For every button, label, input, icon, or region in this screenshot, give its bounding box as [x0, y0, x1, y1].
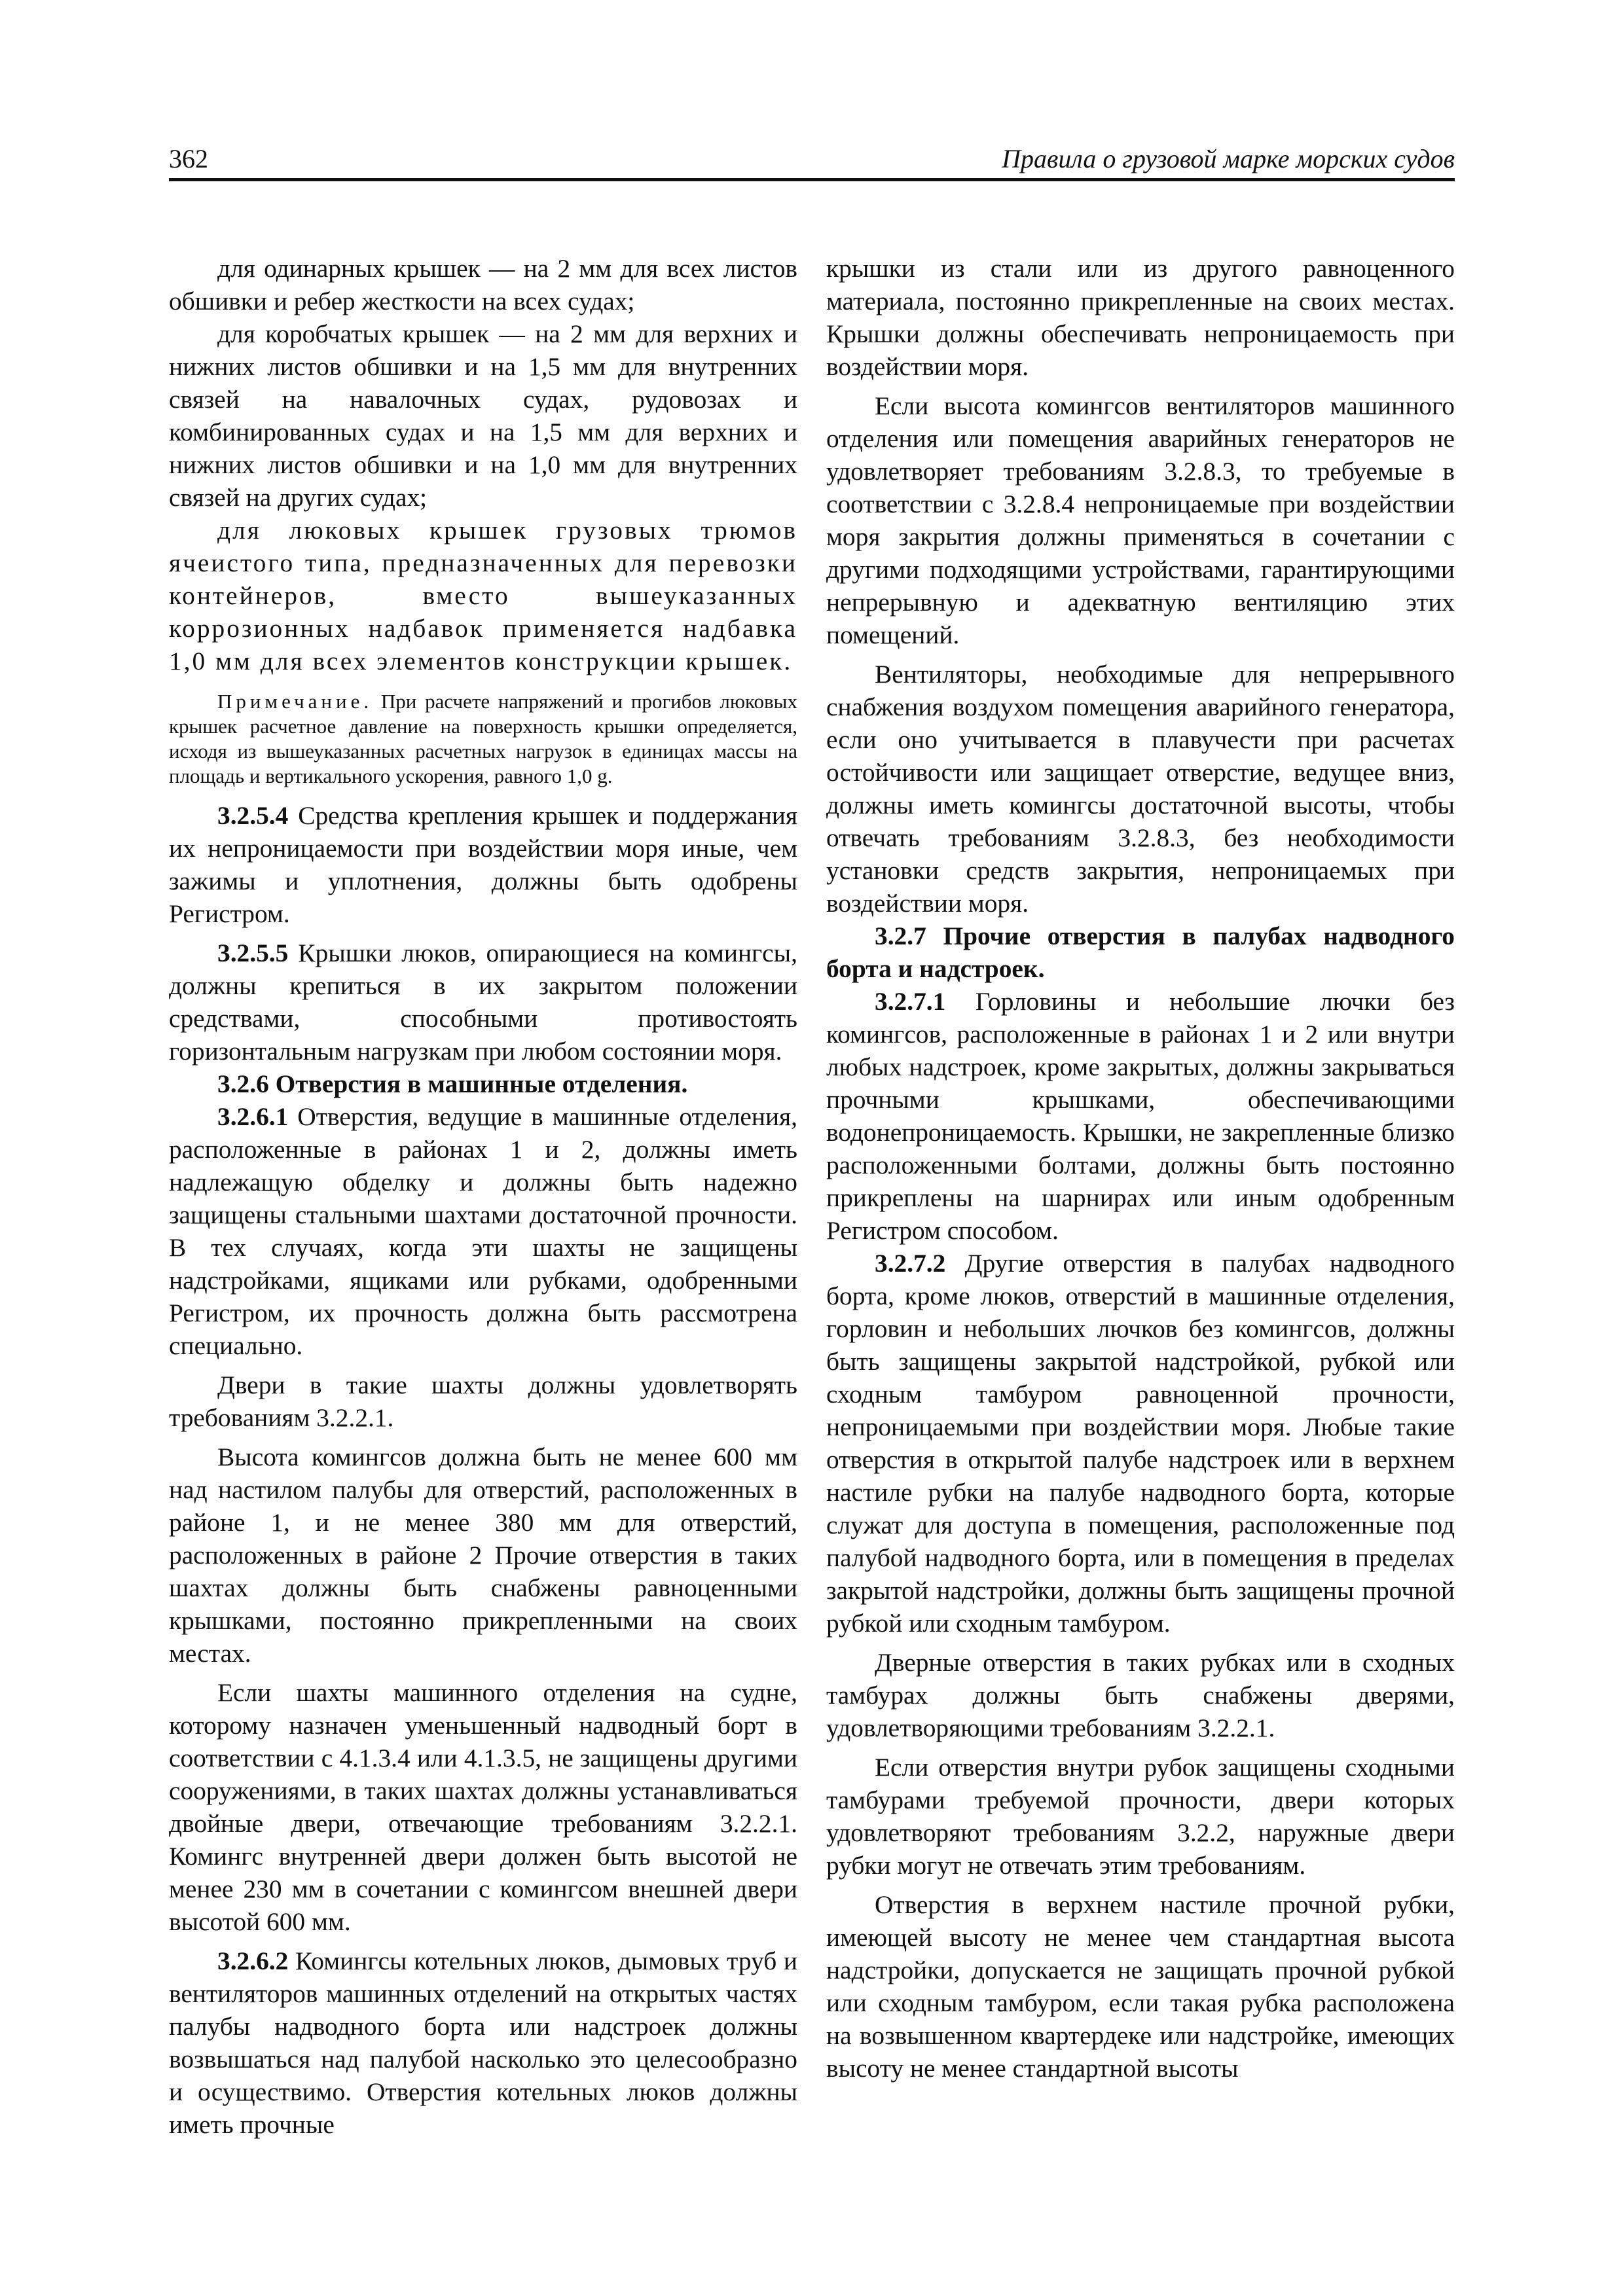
header-rule: [169, 178, 1455, 181]
paragraph: для коробчатых крышек — на 2 мм для верхних и нижних листов обшивки и на 1,5 мм для внутренних связей на навалочных судах, рудовозах и комбинированных судах и на 1,5 мм для верхних и нижних листов обшивки и на 1,0 мм для внутренних связей на других судах;: [169, 319, 797, 512]
paragraph: Двери в такие шахты должны удовлетворять требованиям 3.2.2.1.: [169, 1371, 797, 1432]
section-3-2-6-2: [169, 1945, 797, 2141]
note-label: Примечание.: [217, 690, 373, 713]
note: [169, 689, 797, 789]
section-heading-3-2-6: [169, 1067, 797, 1100]
section-text: Горловины и небольшие лючки без комингсов, расположенные в районах 1 и 2 или внутри любых надстроек, кроме закрытых, должны закрываться прочными крышками, обеспечивающими водонепроницаемость. Крышки, не закрепленные близко расположенными болтами, должны быть постоянно прикреплены на шарнирах или иным одобренным Регистром способом.: [826, 987, 1455, 1245]
section-number: 3.2.5.4: [217, 801, 289, 830]
heading-text: 3.2.6 Отверстия в машинные отделения.: [217, 1069, 688, 1098]
paragraph: крышки из стали или из другого равноценного материала, постоянно прикрепленные на своих местах. Крышки должны обеспечивать непроницаемость при воздействии моря.: [826, 254, 1455, 381]
paragraph: Высота комингсов должна быть не менее 600 мм над настилом палубы для отверстий, расположенных в районе 1, и не менее 380 мм для отверстий, расположенных в районе 2 Прочие отверстия в таких шахтах должны быть снабжены равноценными крышками, постоянно прикрепленными на своих местах.: [169, 1443, 797, 1668]
section-number: 3.2.6.2: [217, 1946, 289, 1975]
section-3-2-5-4: [169, 799, 797, 930]
page-header: [169, 137, 1455, 178]
section-text: Средства крепления крышек и поддержания их непроницаемости при воздействии моря иные, чем зажимы и уплотнения, должны быть одобрены Регистром.: [169, 801, 797, 928]
paragraph: для люковых крышек грузовых трюмов ячеистого типа, предназначенных для перевозки контейнеров, вместо вышеуказанных коррозионных надбавок применяется надбавка 1,0 мм для всех элементов конструкции крышек.: [169, 516, 797, 675]
paragraph: Если шахты машинного отделения на судне, которому назначен уменьшенный надводный борт в соответствии с 4.1.3.4 или 4.1.3.5, не защищены другими сооружениями, в таких шахтах должны устанавливаться двойные двери, отвечающие требованиям 3.2.2.1. Комингс внутренней двери должен быть высотой не менее 230 мм в сочетании с комингсом внешней двери высотой 600 мм.: [169, 1678, 797, 1936]
section-heading-3-2-7: [826, 920, 1455, 985]
running-title: Правила о грузовой марке морских судов: [1002, 144, 1455, 173]
section-text: Комингсы котельных люков, дымовых труб и вентиляторов машинных отделений на открытых частях палубы надводного борта или надстроек должны возвышаться над палубой насколько это целесообразно и осуществимо. Отверстия котельных люков должны иметь прочные: [169, 1946, 797, 2139]
section-text: Отверстия, ведущие в машинные отделения, расположенные в районах 1 и 2, должны иметь надлежащую обделку и должны быть надежно защищены стальными шахтами достаточной прочности. В тех случаях, когда эти шахты не защищены надстройками, ящиками или рубками, одобренными Регистром, их прочность должна быть рассмотрена специально.: [169, 1102, 797, 1360]
paragraph: Если отверстия внутри рубок защищены сходными тамбурами требуемой прочности, двери которых удовлетворяют требованиям 3.2.2, наружные двери рубки могут не отвечать этим требованиям.: [826, 1753, 1455, 1880]
heading-text: 3.2.7 Прочие отверстия в палубах надводного борта и надстроек.: [826, 922, 1455, 983]
paragraph: для одинарных крышек — на 2 мм для всех листов обшивки и ребер жесткости на всех судах;: [169, 254, 797, 315]
section-text: Другие отверстия в палубах надводного борта, кроме люков, отверстий в машинные отделения, горловин и небольших лючков без комингсов, должны быть защищены закрытой надстройкой, рубкой или сходным тамбуром равноценной прочности, непроницаемыми при воздействии моря. Любые такие отверстия в открытой палубе надстроек или в верхнем настиле рубки на палубе надводного борта, которые служат для доступа в помещения, расположенные под палубой надводного борта, или в помещения в пределах закрытой надстройки, должны быть защищены прочной рубкой или сходным тамбуром.: [826, 1249, 1455, 1638]
section-3-2-6-1: [169, 1100, 797, 1362]
paragraph: Дверные отверстия в таких рубках или в сходных тамбурах должны быть снабжены дверями, удовлетворяющими требованиям 3.2.2.1.: [826, 1648, 1455, 1742]
section-number: 3.2.5.5: [217, 939, 289, 967]
section-number: 3.2.6.1: [217, 1102, 289, 1131]
paragraph: Вентиляторы, необходимые для непрерывного снабжения воздухом помещения аварийного генератора, если оно учитывается в плавучести при расчетах остойчивости или защищает отверстие, ведущее вниз, должны иметь комингсы достаточной высоты, чтобы отвечать требованиям 3.2.8.3, без необходимости установки средств закрытия, непроницаемых при воздействии моря.: [826, 660, 1455, 918]
section-3-2-7-1: [826, 985, 1455, 1247]
right-column: [826, 252, 1455, 2085]
page-number: 362: [169, 144, 208, 173]
left-column: [169, 252, 797, 2141]
paragraph: Отверстия в верхнем настиле прочной рубки, имеющей высоту не менее чем стандартная высота надстройки, допускается не защищать прочной рубкой или сходным тамбуром, если такая рубка расположена на возвышенном квартердеке или надстройке, имеющих высоту не менее стандартной высоты: [826, 1890, 1455, 2083]
paragraph: Если высота комингсов вентиляторов машинного отделения или помещения аварийных генераторов не удовлетворяет требованиям 3.2.8.3, то требуемые в соответствии с 3.2.8.4 непроницаемые при воздействии моря закрытия должны применяться в сочетании с другими подходящими устройствами, гарантирующими непрерывную и адекватную вентиляцию этих помещений.: [826, 391, 1455, 649]
note-text: При расчете напряжений и прогибов люковых крышек расчетное давление на поверхность крышки определяется, исходя из вышеуказанных расчетных нагрузок в единицах массы на площадь и вертикального ускорения, равного 1,0 g.: [169, 690, 798, 787]
section-3-2-5-5: [169, 937, 797, 1067]
section-3-2-7-2: [826, 1247, 1455, 1640]
section-number: 3.2.7.1: [875, 987, 946, 1016]
section-text: Крышки люков, опирающиеся на комингсы, должны крепиться в их закрытом положении средствами, способными противостоять горизонтальным нагрузкам при любом состоянии моря.: [169, 939, 797, 1066]
section-number: 3.2.7.2: [875, 1249, 946, 1278]
